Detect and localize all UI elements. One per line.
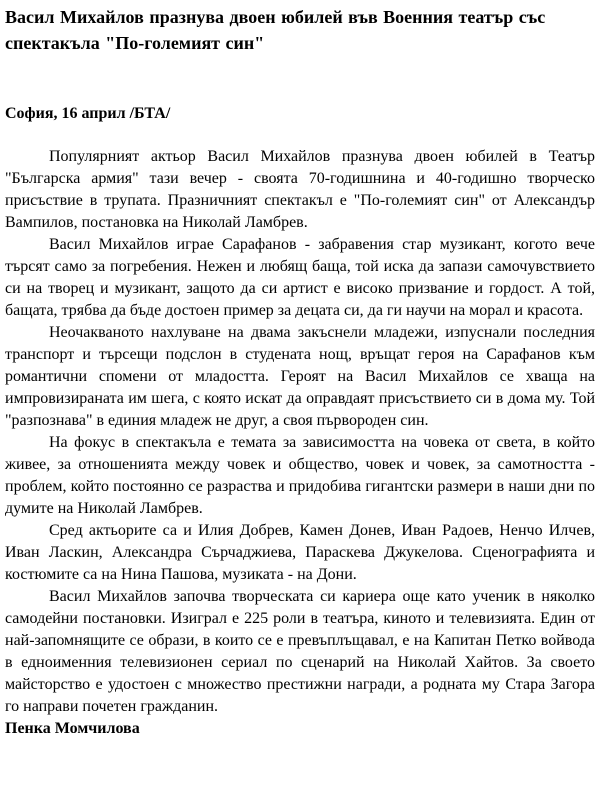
paragraph: Популярният актьор Васил Михайлов празнува двоен юбилей в Театър "Българска армия" тази вечер - своята 70-годишнина и 40-годишно творческо присъствие в трупата. Празничният спектакъл е "По-големият син" от Александър Вампилов, постановка на Николай Ламбрев. (5, 148, 595, 231)
paragraph: Васил Михайлов играе Сарафанов - забравения стар музикант, когото вече търсят само за погребения. Нежен и любящ баща, той иска да запази самочувствието си на творец и музикант, защото да си артист е високо призвание и гордост. А той, бащата, трябва да бъде достоен пример за децата си, да ги научи на морал и красота. (5, 236, 595, 319)
article-body (5, 146, 595, 718)
article-title: Васил Михайлов празнува двоен юбилей във Военния театър със спектакъла "По-големият син" (5, 7, 546, 53)
paragraph: На фокус в спектакъла е темата за зависимостта на човека от света, в който живее, за отношенията между човек и общество, човек и човек, за самотността - проблем, който постоянно се разраства и придобива гигантски размери в наши дни по думите на Николай Ламбрев. (5, 434, 595, 517)
paragraph: Сред актьорите са и Илия Добрев, Камен Донев, Иван Радоев, Ненчо Илчев, Иван Ласкин, Александра Сърчаджиева, Параскева Джукелова. Сценографията и костюмите са на Нина Пашова, музиката - на Дони. (5, 522, 595, 583)
byline: Пенка Момчилова (5, 720, 140, 737)
paragraph: Васил Михайлов започва творческата си кариера още като ученик в няколко самодейни постановки. Изиграл е 225 роли в театъра, киното и телевизията. Един от най-запомнящите се образи, в които се е превъплъщавал, е на Капитан Петко войвода в едноименния телевизионен сериал по сценарий на Николай Хайтов. За своето майсторство е удостоен с множество престижни награди, а родната му Стара Загора го направи почетен гражданин. (5, 588, 595, 715)
dateline: София, 16 април /БТА/ (5, 105, 171, 122)
paragraph: Неочакваното нахлуване на двама закъснели младежи, изпуснали последния транспорт и търсещи подслон в студената нощ, връщат героя на Сарафанов към романтични спомени от младостта. Героят на Васил Михайлов се хваща на импровизираната им шега, с която искат да оправдаят присъствието си в дома му. Той "разпознава" в единия младеж не друг, а своя първороден син. (5, 324, 595, 429)
